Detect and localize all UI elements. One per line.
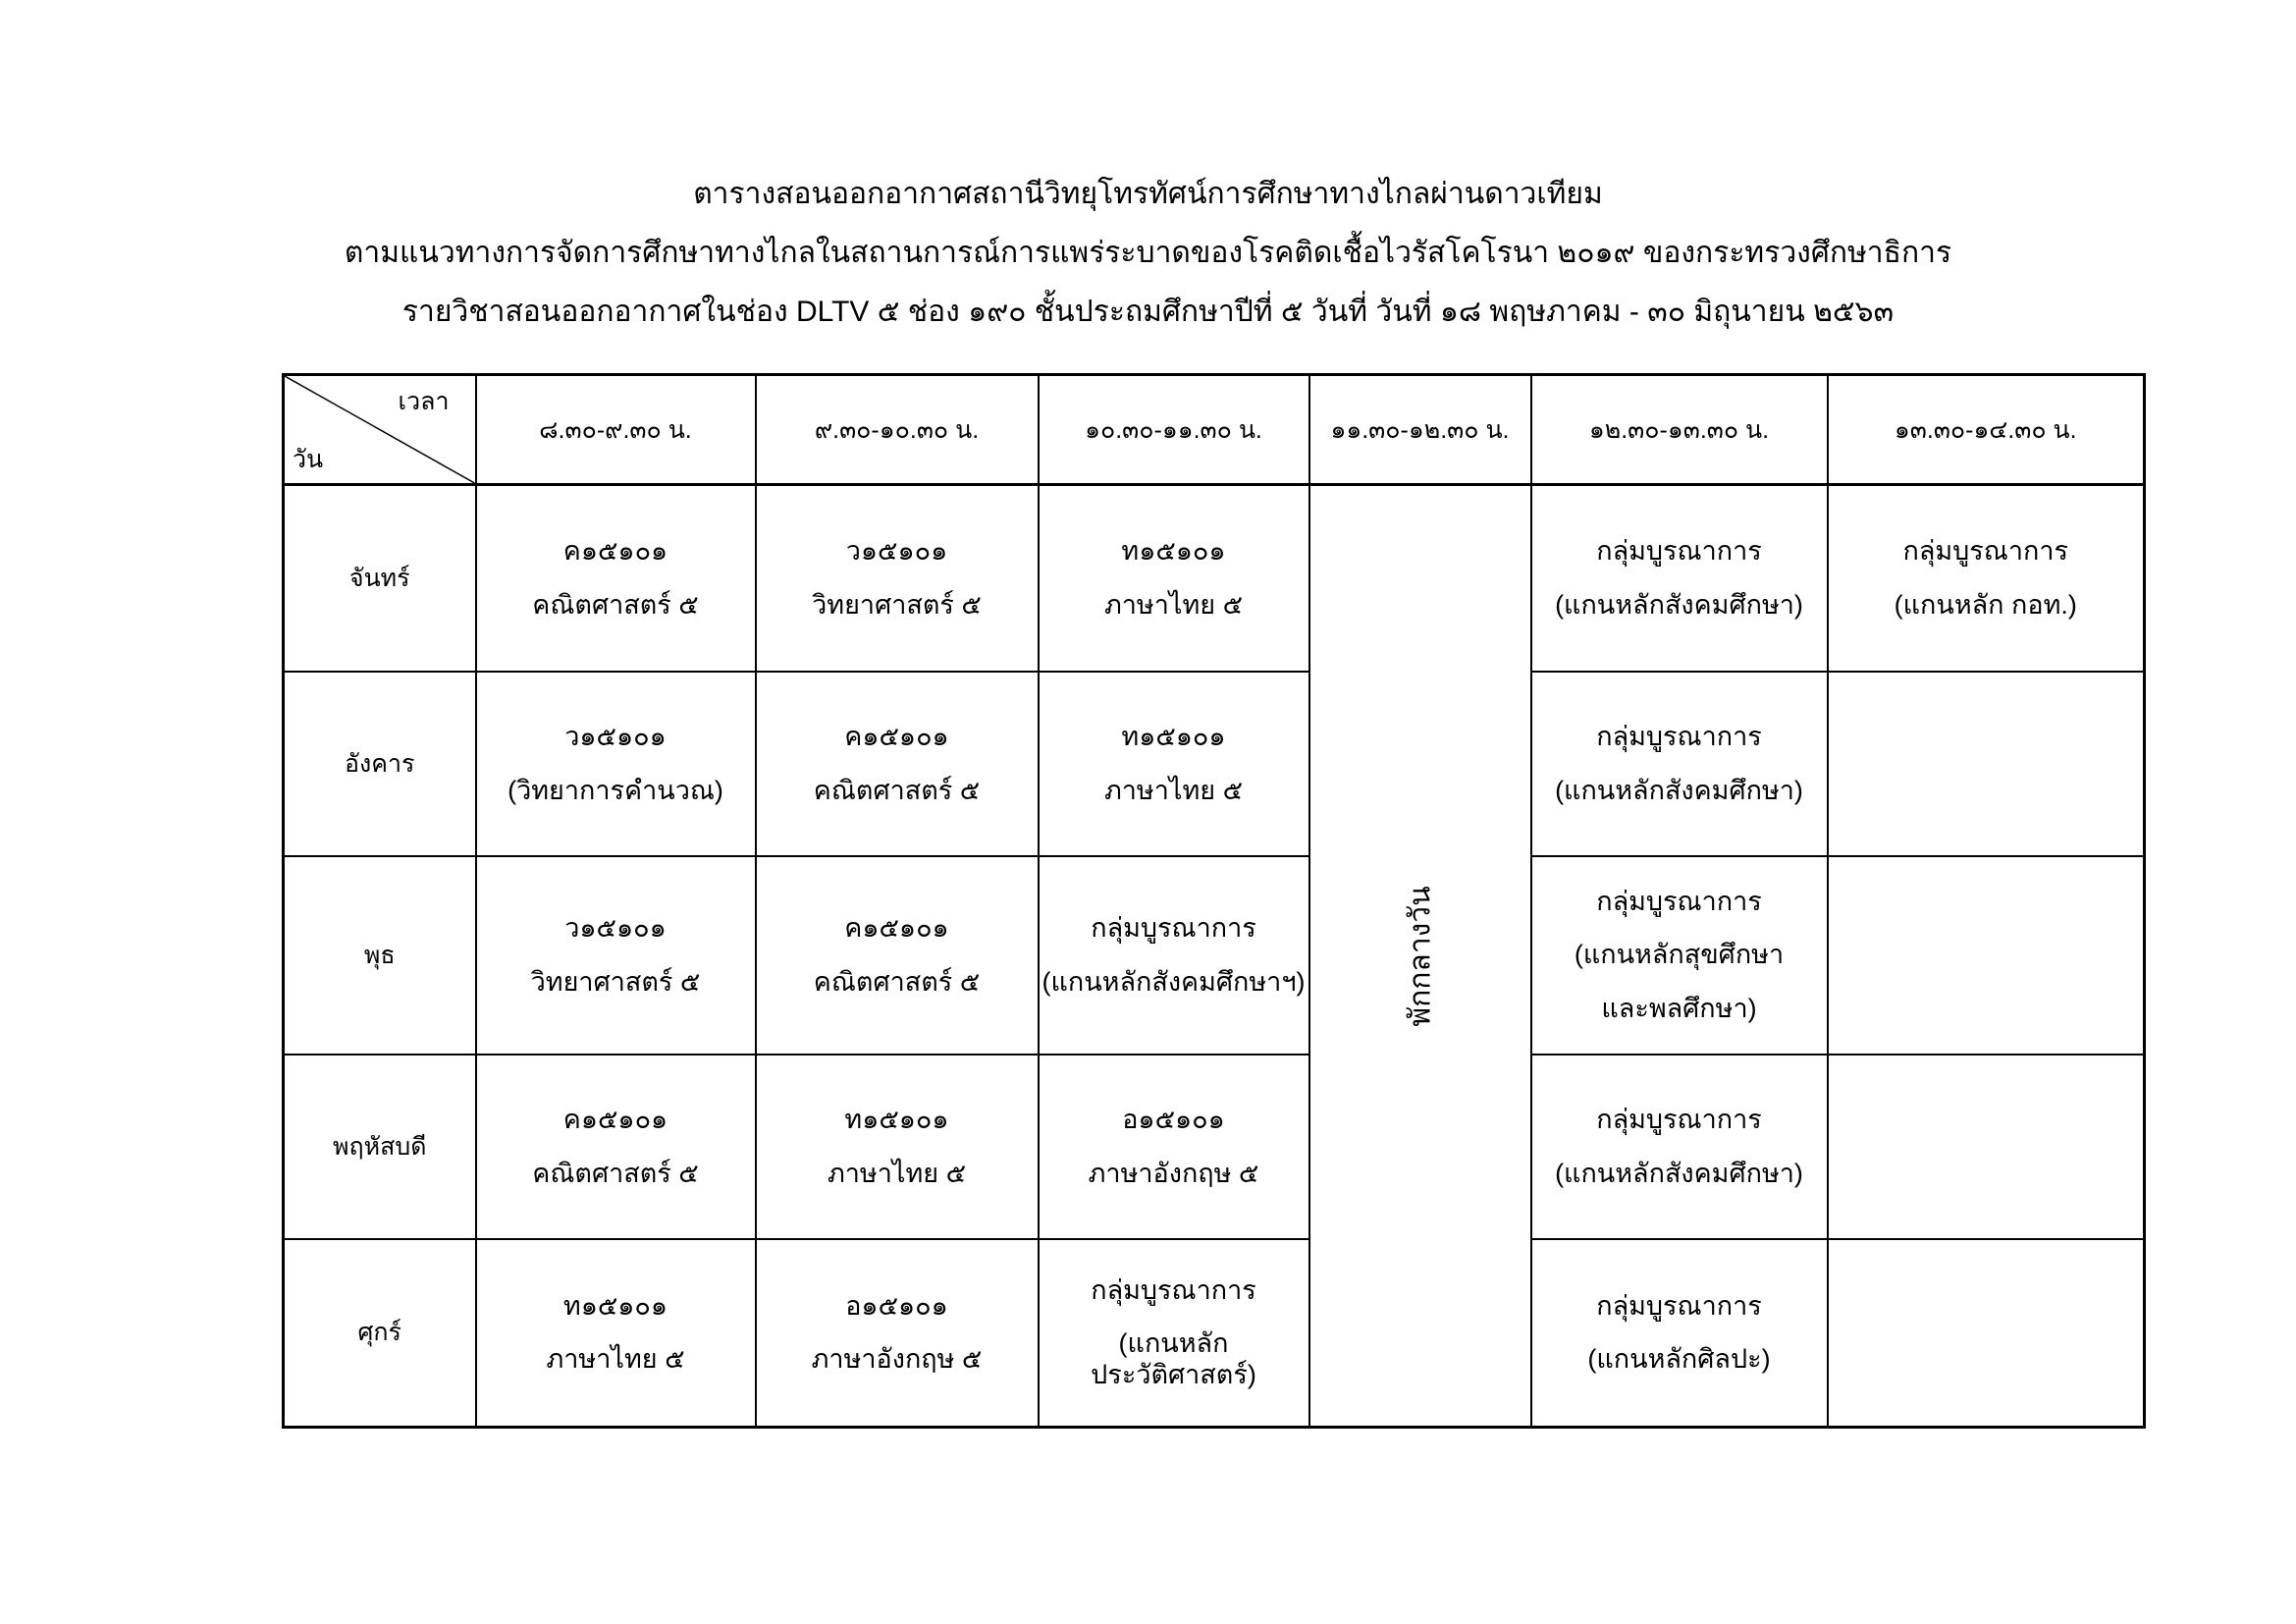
time-header-4: ๑๑.๓๐-๑๒.๓๐ น. [1309,375,1531,485]
cell-line: อ๑๕๑๐๑ [845,1290,948,1321]
time-header-6: ๑๓.๓๐-๑๔.๓๐ น. [1828,375,2145,485]
day-label-tuesday: อังคาร [284,672,476,856]
schedule-cell [1531,485,1828,672]
schedule-cell [1039,856,1309,1055]
schedule-cell [756,672,1039,856]
cell-line: กลุ่มบูรณาการ [1596,886,1762,916]
cell-line: ว๑๕๑๐๑ [564,913,667,944]
schedule-cell [1531,1055,1828,1239]
cell-line: วิทยาศาสตร์ ๕ [530,966,701,997]
day-label-wednesday: พุธ [284,856,476,1055]
row-wednesday [284,856,2145,1055]
cell-line: (แกนหลักสุขศึกษา [1574,940,1785,970]
corner-day-label: วัน [293,446,324,473]
cell-line: (แกนหลักศิลปะ) [1587,1344,1771,1375]
cell-line: กลุ่มบูรณาการ [1596,722,1762,752]
schedule-cell-empty [1828,856,2145,1055]
cell-line: กลุ่มบูรณาการ [1596,1290,1762,1321]
day-label-friday: ศุกร์ [284,1239,476,1428]
cell-line: วิทยาศาสตร์ ๕ [812,589,982,620]
schedule-cell [1039,485,1309,672]
schedule-table [282,373,2146,1429]
cell-line: ท๑๕๑๐๑ [844,1105,949,1135]
cell-line: (แกนหลัก กอท.) [1894,589,2077,620]
schedule-cell-empty [1828,1055,2145,1239]
cell-line: กลุ่มบูรณาการ [1902,536,2069,567]
cell-line: ท๑๕๑๐๑ [1121,722,1226,752]
corner-cell [284,375,476,485]
time-header-2: ๙.๓๐-๑๐.๓๐ น. [756,375,1039,485]
schedule-cell [1531,856,1828,1055]
row-thursday [284,1055,2145,1239]
title-line-3: รายวิชาสอนออกอากาศในช่อง DLTV ๕ ช่อง ๑๙๐ ชั้นประถมศึกษาปีที่ ๕ วันที่ วันที่ ๑๘ พฤษภาคม - ๓๐ มิถุนายน ๒๕๖๓ [401,296,1895,328]
cell-line: คณิตศาสตร์ ๕ [532,589,699,620]
day-label-thursday: พฤหัสบดี [284,1055,476,1239]
cell-line: ภาษาอังกฤษ ๕ [1088,1158,1259,1188]
schedule-cell [756,485,1039,672]
schedule-cell [476,485,756,672]
cell-line: กลุ่มบูรณาการ [1091,913,1256,944]
cell-line: คณิตศาสตร์ ๕ [532,1158,699,1188]
row-tuesday [284,672,2145,856]
cell-line: (วิทยาการคำนวณ) [507,775,723,805]
schedule-cell [476,1239,756,1428]
cell-line: ภาษาไทย ๕ [546,1344,685,1375]
day-label-monday: จันทร์ [284,485,476,672]
time-header-1: ๘.๓๐-๙.๓๐ น. [476,375,756,485]
cell-line: ค๑๕๑๐๑ [844,913,949,944]
row-monday [284,485,2145,672]
header-row [284,375,2145,485]
lunch-break-cell [1309,485,1531,1428]
cell-line: (แกนหลักสังคมศึกษา) [1555,589,1803,620]
cell-line: ว๑๕๑๐๑ [845,536,948,567]
schedule-cell [1531,672,1828,856]
schedule-cell [756,1055,1039,1239]
row-friday [284,1239,2145,1428]
time-header-5: ๑๒.๓๐-๑๓.๓๐ น. [1531,375,1828,485]
cell-line: ว๑๕๑๐๑ [564,722,667,752]
schedule-cell [1039,1239,1309,1428]
schedule-cell [1039,1055,1309,1239]
schedule-cell [756,856,1039,1055]
cell-line: (แกนหลักสังคมศึกษา) [1555,775,1803,805]
cell-line: ค๑๕๑๐๑ [844,722,949,752]
cell-line: ภาษาไทย ๕ [1103,775,1244,805]
schedule-cell [476,1055,756,1239]
cell-line: ภาษาไทย ๕ [827,1158,967,1188]
cell-line: (แกนหลักประวัติศาสตร์) [1091,1328,1256,1390]
schedule-cell-empty [1828,672,2145,856]
cell-line: คณิตศาสตร์ ๕ [813,966,981,997]
cell-line: กลุ่มบูรณาการ [1596,536,1762,567]
schedule-cell [476,672,756,856]
lunch-break-label: พักกลางวัน [1404,885,1436,1027]
title-line-2: ตามแนวทางการจัดการศึกษาทางไกลในสถานการณ์การแพร่ระบาดของโรคติดเชื้อไวรัสโคโรนา ๒๐๑๙ ของกระทรวงศึกษาธิการ [344,237,1952,269]
cell-line: ค๑๕๑๐๑ [562,1105,668,1135]
cell-line: กลุ่มบูรณาการ [1596,1105,1762,1135]
cell-line: ค๑๕๑๐๑ [562,536,668,567]
schedule-cell [756,1239,1039,1428]
cell-line: ภาษาอังกฤษ ๕ [811,1344,983,1375]
cell-line: ท๑๕๑๐๑ [562,1290,668,1321]
time-header-3: ๑๐.๓๐-๑๑.๓๐ น. [1039,375,1309,485]
title-line-1: ตารางสอนออกอากาศสถานีวิทยุโทรทัศน์การศึกษาทางไกลผ่านดาวเทียม [693,178,1603,210]
cell-line: คณิตศาสตร์ ๕ [813,775,981,805]
cell-line: และพลศึกษา) [1601,993,1757,1023]
cell-line: ท๑๕๑๐๑ [1121,536,1226,567]
cell-line: (แกนหลักสังคมศึกษา) [1555,1158,1803,1188]
schedule-cell [1039,672,1309,856]
cell-line: กลุ่มบูรณาการ [1091,1274,1256,1305]
schedule-cell-empty [1828,1239,2145,1428]
cell-line: (แกนหลักสังคมศึกษาฯ) [1041,966,1306,997]
schedule-cell [476,856,756,1055]
schedule-cell [1531,1239,1828,1428]
schedule-cell [1828,485,2145,672]
document-title [0,165,2296,342]
cell-line: ภาษาไทย ๕ [1103,589,1244,620]
cell-line: อ๑๕๑๐๑ [1122,1105,1225,1135]
corner-time-label: เวลา [398,388,450,415]
